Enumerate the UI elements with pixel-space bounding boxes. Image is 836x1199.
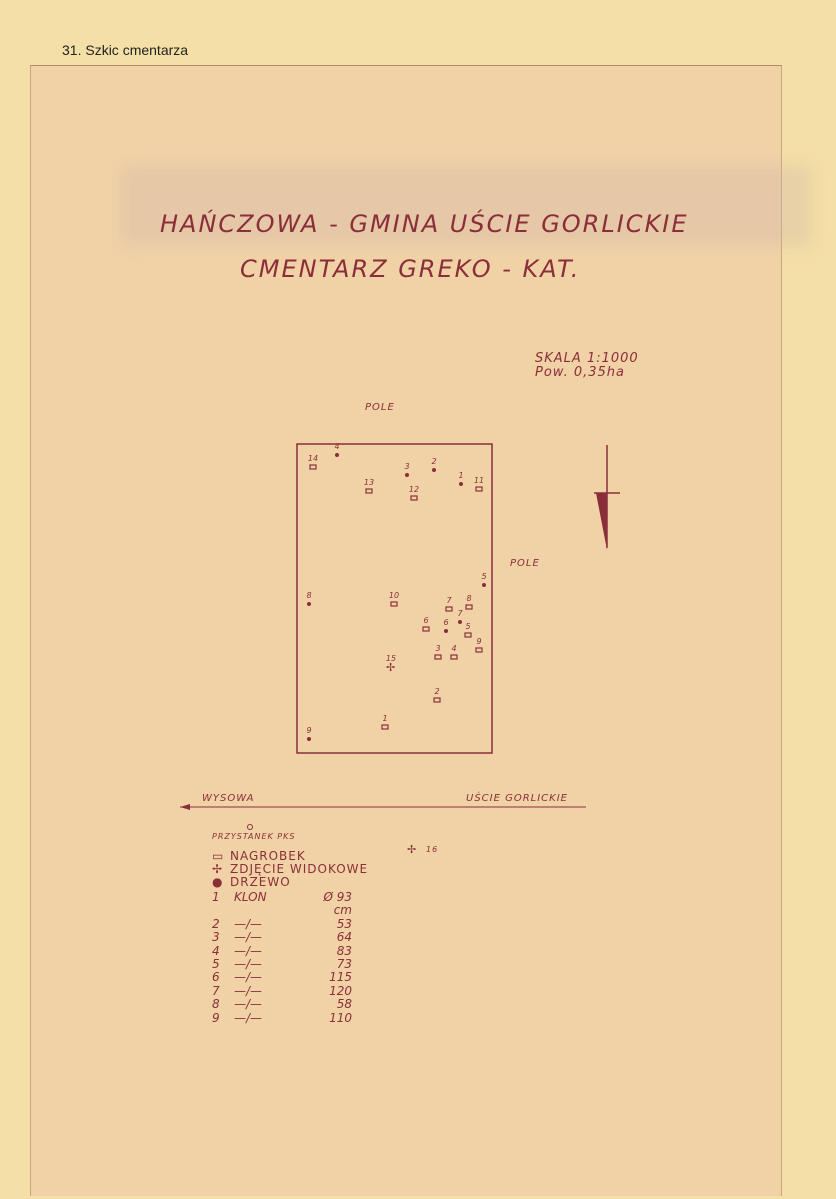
tree-species: —/—: [234, 930, 263, 945]
map-feature-label: 6: [423, 616, 429, 625]
tree-list: [212, 891, 352, 1025]
tree-list-row: [212, 945, 352, 958]
tree-list-row: [212, 998, 352, 1011]
tree-marker: [459, 482, 463, 486]
bus-stop-label: PRZYSTANEK PKS: [212, 832, 296, 841]
tree-diameter: 53: [336, 916, 352, 931]
map-feature-label: 8: [466, 594, 472, 603]
scale-ratio: SKALA 1:1000: [535, 351, 639, 366]
tree-dot-icon: ●: [212, 875, 224, 889]
map-feature-label: 6: [443, 618, 449, 627]
tree-marker: [458, 620, 462, 624]
tree-marker: [307, 737, 311, 741]
tree-species: —/—: [234, 943, 263, 958]
tree-number: 9: [212, 1010, 220, 1025]
tree-number: 8: [212, 997, 220, 1012]
map-feature-label: 1: [458, 471, 464, 480]
tree-marker: [432, 468, 436, 472]
gravestone-marker: [476, 648, 482, 652]
gravestone-marker: [446, 607, 452, 611]
map-feature-label: 8: [306, 591, 312, 600]
tree-list-row: [212, 931, 352, 944]
map-feature-label: 14: [307, 454, 319, 463]
tree-number: 7: [212, 983, 220, 998]
bus-stop-icon: [248, 825, 253, 830]
photo-16-icon: ✢: [407, 843, 417, 856]
gravestone-icon: ▭: [212, 849, 225, 863]
map-feature-label: 5: [465, 622, 471, 631]
legend-gravestone-label: NAGROBEK: [230, 849, 306, 863]
map-feature-label: 5: [481, 572, 487, 581]
map-feature-label: 2: [434, 687, 440, 696]
tree-list-row: [212, 958, 352, 971]
tree-number: 5: [212, 957, 220, 972]
gravestone-marker: [310, 465, 316, 469]
gravestone-marker: [411, 496, 417, 500]
gravestone-marker: [466, 605, 472, 609]
field-north-label: POLE: [365, 402, 395, 413]
page-caption: 31. Szkic cmentarza: [62, 42, 189, 58]
road-line: [180, 804, 586, 810]
map-feature-label: 4: [451, 644, 457, 653]
north-arrow-icon: [594, 445, 620, 550]
gravestone-marker: [451, 655, 457, 659]
gravestone-marker: [434, 698, 440, 702]
tree-diameter: 110: [329, 1010, 352, 1025]
tree-diameter: 83: [336, 943, 352, 958]
tree-number: 4: [212, 943, 220, 958]
gravestone-marker: [366, 489, 372, 493]
photo-point-icon: ✢: [212, 862, 224, 876]
tree-list-row: [212, 985, 352, 998]
road-east-label: UŚCIE GORLICKIE: [466, 793, 568, 804]
tree-number: 2: [212, 916, 220, 931]
gravestone-marker: [382, 725, 388, 729]
tree-number: 6: [212, 970, 220, 985]
map-feature-label: 2: [431, 457, 437, 466]
map-feature-label: 9: [476, 637, 482, 646]
tree-list-row: [212, 918, 352, 931]
map-feature-label: 3: [435, 644, 441, 653]
tree-marker: [307, 602, 311, 606]
tree-marker: [405, 473, 409, 477]
map-feature-label: 1: [382, 714, 388, 723]
tree-marker: [482, 583, 486, 587]
tree-diameter: 64: [336, 930, 352, 945]
tree-marker: [335, 453, 339, 457]
map-feature-label: 11: [473, 476, 485, 485]
photo-16-label: 16: [426, 845, 439, 854]
gravestone-marker: [435, 655, 441, 659]
gravestone-marker: [423, 627, 429, 631]
tree-diameter: 115: [329, 970, 352, 985]
gravestone-marker: [391, 602, 397, 606]
legend-photo-label: ZDJĘCIE WIDOKOWE: [230, 862, 369, 876]
photo-point-marker: ✢: [386, 661, 396, 674]
tree-number: 1: [212, 890, 220, 904]
tree-species: —/—: [234, 916, 263, 931]
map-feature-label: 7: [457, 609, 463, 618]
tree-diameter: 58: [336, 997, 352, 1012]
map-feature-label: 7: [446, 596, 452, 605]
tree-marker: [444, 629, 448, 633]
tree-species: KLON: [234, 890, 267, 904]
map-feature-label: 9: [306, 726, 312, 735]
tree-species: —/—: [234, 997, 263, 1012]
legend: [212, 850, 368, 889]
map-feature-label: 4: [334, 442, 340, 451]
tree-species: —/—: [234, 970, 263, 985]
map-feature-label: 13: [363, 478, 375, 487]
gravestone-marker: [465, 633, 471, 637]
map-title-line1: HAŃCZOWA - GMINA UŚCIE GORLICKIE: [160, 210, 689, 238]
tree-species: —/—: [234, 957, 263, 972]
map-feature-label: 15: [385, 654, 397, 663]
field-east-label: POLE: [510, 558, 540, 569]
area-value: Pow. 0,35ha: [535, 365, 626, 380]
legend-tree-label: DRZEWO: [230, 875, 291, 889]
map-feature-label: 10: [388, 591, 400, 600]
tree-diameter: 120: [329, 983, 352, 998]
tree-number: 3: [212, 930, 220, 945]
tree-list-row: [212, 891, 352, 918]
map-feature-label: 3: [404, 462, 410, 471]
tree-diameter: 73: [336, 957, 352, 972]
road-west-label: WYSOWA: [202, 793, 255, 804]
map-feature-label: 12: [408, 485, 420, 494]
legend-tree: [212, 876, 368, 889]
tree-list-row: [212, 1012, 352, 1025]
gravestone-marker: [476, 487, 482, 491]
map-title-line2: CMENTARZ GREKO - KAT.: [240, 255, 581, 283]
tree-diameter: Ø 93 cm: [323, 890, 352, 918]
tree-list-row: [212, 971, 352, 984]
tree-species: —/—: [234, 1010, 263, 1025]
tree-species: —/—: [234, 983, 263, 998]
